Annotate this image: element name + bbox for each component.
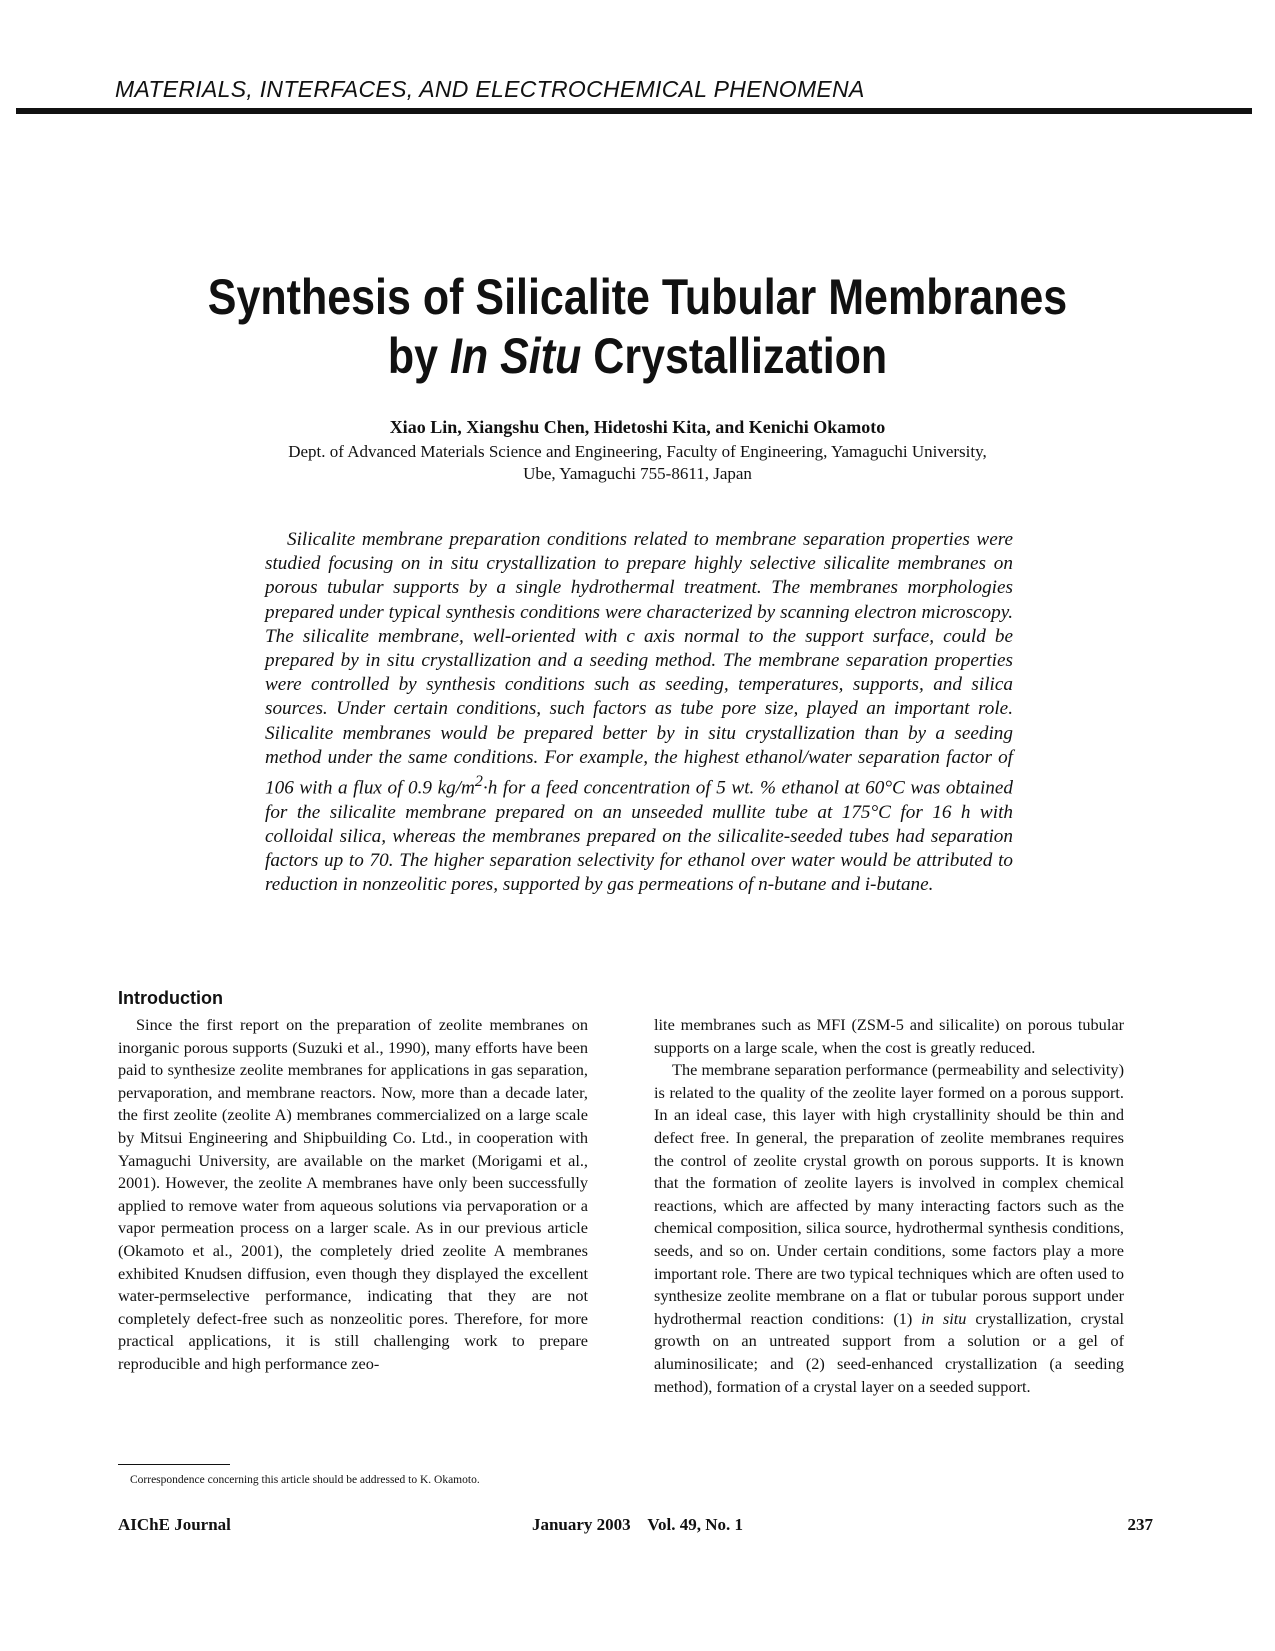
affiliation-line-2: Ube, Yamaguchi 755-8611, Japan	[523, 464, 752, 483]
intro-paragraph-2	[654, 1059, 1124, 1398]
affiliation	[0, 441, 1275, 485]
footer-page-number: 237	[1127, 1515, 1153, 1534]
abstract-part-1: Silicalite membrane preparation conditions related to membrane separation properties were studied focusing on in situ crystallization to prepare highly selective silicalite membranes on porous tubular supports by a single hydrothermal treatment. The membranes morphologies prepared under typical synthesis conditions were characterized by scanning electron microscopy. The silicalite membrane, well-oriented with c axis normal to the support surface, could be prepared by in situ crystallization and a seeding method. The membrane separation properties were controlled by synthesis conditions such as seeding, temperatures, supports, and silica sources. Under certain conditions, such factors as tube pore size, played an important role. Silicalite membranes would be prepared better by in situ crystallization than by a seeding method under the same conditions. For example, the highest ethanol/water separation factor of 106 with a flux of 0.9 kg/m	[265, 529, 1013, 799]
abstract-part-2: ·h for a feed concentration of 5 wt. % ethanol at 60°C was obtained for the silicalite membrane prepared on an unseeded mullite tube at 175°C for 16 h with colloidal silica, whereas the membranes prepared on the silicalite-seeded tubes had separation factors up to 70. The higher separation selectivity for ethanol over water would be attributed to reduction in nonzeolitic pores, supported by gas permeations of n-butane and i-butane.	[265, 777, 1013, 896]
author-list: Xiao Lin, Xiangshu Chen, Hidetoshi Kita, and Kenichi Okamoto	[389, 417, 886, 437]
intro-paragraph-1-continued: lite membranes such as MFI (ZSM-5 and silicalite) on porous tubular supports on a large scale, when the cost is greatly reduced.	[654, 1015, 1124, 1057]
journal-section-header: MATERIALS, INTERFACES, AND ELECTROCHEMICAL PHENOMENA	[115, 76, 865, 102]
correspondence-footnote: Correspondence concerning this article should be addressed to K. Okamoto.	[130, 1474, 480, 1486]
left-column	[118, 1014, 588, 1376]
introduction-heading: Introduction	[118, 988, 223, 1008]
intro-paragraph-2-italic: in situ	[921, 1308, 967, 1328]
article-title	[89, 268, 1186, 386]
footnote-rule	[118, 1464, 230, 1465]
header-rule	[16, 108, 1252, 114]
title-line-2-italic: In Situ	[449, 328, 582, 384]
intro-paragraph-2-part-a: The membrane separation performance (permeability and selectivity) is related to the quality of the zeolite layer formed on a porous support. In an ideal case, this layer with high crystallinity should be thin and defect free. In general, the preparation of zeolite membranes requires the control of zeolite crystal growth on porous supports. It is known that the formation of zeolite layers is involved in complex chemical reactions, which are affected by many interacting factors such as the chemical composition, silica source, hydrothermal synthesis conditions, seeds, and so on. Under certain conditions, some factors play a more important role. There are two typical techniques which are often used to synthesize zeolite membrane on a flat or tubular porous support under hydrothermal reaction conditions: (1)	[654, 1060, 1124, 1328]
footer-issue	[0, 1515, 1275, 1535]
title-line-1: Synthesis of Silicalite Tubular Membranes	[207, 269, 1068, 325]
title-line-2	[89, 327, 1186, 386]
intro-paragraph-2-part-b: crystallization, crystal growth on an untreated support from a solution or a gel of aluminosilicate; and (2) seed-enhanced crystallization (a seeding method), formation of a crystal layer on a seeded support.	[654, 1308, 1124, 1396]
footer-issue-text: January 2003 Vol. 49, No. 1	[531, 1515, 744, 1534]
title-line-2-prefix: by	[387, 328, 450, 384]
affiliation-line-1: Dept. of Advanced Materials Science and Engineering, Faculty of Engineering, Yamaguchi University,	[288, 442, 987, 461]
abstract	[265, 528, 1013, 897]
right-column	[654, 1014, 1124, 1398]
abstract-superscript: 2	[474, 773, 483, 791]
title-line-2-suffix: Crystallization	[581, 328, 888, 384]
footer-journal-name: AIChE Journal	[118, 1515, 231, 1534]
intro-paragraph-1: Since the first report on the preparation of zeolite membranes on inorganic porous supports (Suzuki et al., 1990), many efforts have been paid to synthesize zeolite membranes for applications in gas separation, pervaporation, and membrane reactors. Now, more than a decade later, the first zeolite (zeolite A) membranes commercialized on a large scale by Mitsui Engineering and Shipbuilding Co. Ltd., in cooperation with Yamaguchi University, are available on the market (Morigami et al., 2001). However, the zeolite A membranes have only been successfully applied to remove water from aqueous solutions via pervaporation or a vapor permeation process on a larger scale. As in our previous article (Okamoto et al., 2001), the completely dried zeolite A membranes exhibited Knudsen diffusion, even though they displayed the excellent water-permselective performance, indicating that they are not completely defect-free such as nonzeolitic pores. Therefore, for more practical applications, it is still challenging work to prepare reproducible and high performance zeo-	[118, 1015, 588, 1373]
